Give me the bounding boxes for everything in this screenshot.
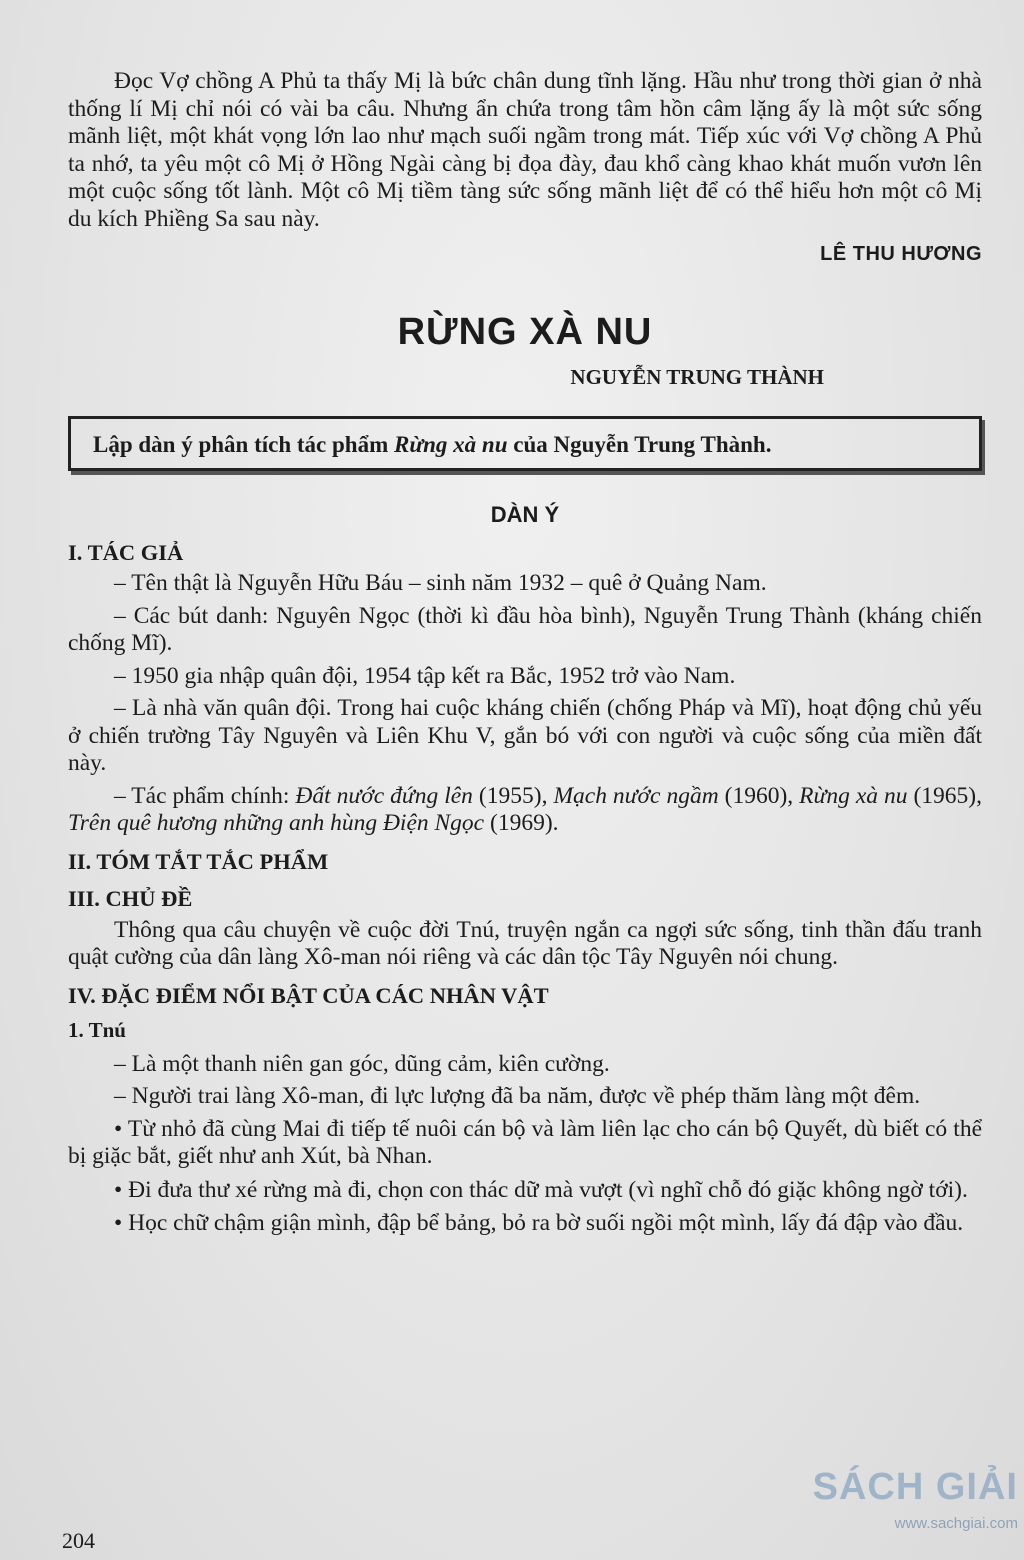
- works-lead: – Tác phẩm chính:: [114, 782, 296, 809]
- character-bullet: • Học chữ chậm giận mình, đập bể bảng, bỏ ra bờ suối ngồi một mình, lấy đá đập vào đầu.: [114, 1210, 964, 1236]
- page-content: [68, 68, 982, 1244]
- work-author: NGUYỄN TRUNG THÀNH: [570, 365, 824, 389]
- watermark-url: www.sachgiai.com: [894, 1515, 1018, 1532]
- author-item: – Các bút danh: Nguyên Ngọc (thời kì đầu hòa bình), Nguyễn Trung Thành (kháng chiến chống Mĩ).: [68, 602, 982, 656]
- section-heading-summary: II. TÓM TẮT TẮC PHẨM: [68, 848, 329, 874]
- work-title: Đất nước đứng lên: [295, 782, 473, 809]
- task-text-before: Lập dàn ý phân tích tác phẩm: [93, 431, 394, 457]
- author-item: – Tên thật là Nguyễn Hữu Báu – sinh năm 1932 – quê ở Quảng Nam.: [114, 570, 767, 596]
- character-bullet: • Đi đưa thư xé rừng mà đi, chọn con thác dữ mà vượt (vì nghĩ chỗ đó giặc không ngờ tới).: [114, 1176, 968, 1203]
- character-item: – Là một thanh niên gan góc, dũng cảm, kiên cường.: [114, 1050, 610, 1077]
- intro-signature: LÊ THU HƯƠNG: [820, 243, 982, 265]
- work-title: Mạch nước ngầm: [553, 782, 719, 809]
- theme-text: Thông qua câu chuyện về cuộc đời Tnú, truyện ngắn ca ngợi sức sống, tinh thần đấu tranh quật cường của dân làng Xô-man nói riêng và các dân tộc Tây Nguyên nói chung.: [68, 916, 982, 970]
- watermark-logo: SÁCH GIẢI: [812, 1466, 1018, 1508]
- work-title: Rừng xà nu: [799, 782, 908, 809]
- watermark: [803, 1466, 1018, 1532]
- task-box: [68, 416, 982, 472]
- work-year: (1955),: [472, 782, 554, 809]
- section-heading-author: I. TÁC GIẢ: [68, 539, 184, 565]
- author-works: [68, 783, 982, 838]
- author-item: – 1950 gia nhập quân đội, 1954 tập kết ra Bắc, 1952 trở vào Nam.: [114, 662, 736, 689]
- page-title: RỪNG XÀ NU: [397, 310, 653, 353]
- subheading-tnu: 1. Tnú: [68, 1018, 126, 1042]
- page-number: 204: [62, 1528, 95, 1553]
- character-bullet: • Từ nhỏ đã cùng Mai đi tiếp tế nuôi cán bộ và làm liên lạc cho cán bộ Quyết, dù biết có thể bị giặc bắt, giết như anh Xút, bà Nhan.: [68, 1115, 982, 1169]
- intro-excerpt: [68, 68, 982, 269]
- author-item: – Là nhà văn quân đội. Trong hai cuộc kháng chiến (chống Pháp và Mĩ), hoạt động chủ yếu ở chiến trường Tây Nguyên và Liên Khu V, gắn bó với con người và cuộc sống của miền đất này.: [68, 695, 982, 776]
- work-title: Trên quê hương những anh hùng Điện Ngọc: [68, 810, 485, 836]
- section-heading-theme: III. CHỦ ĐỀ: [68, 886, 193, 911]
- work-year: (1969).: [484, 810, 559, 836]
- outline-title: DÀN Ý: [490, 502, 560, 527]
- character-item: – Người trai làng Xô-man, đi lực lượng đã ba năm, được về phép thăm làng một đêm.: [114, 1083, 921, 1109]
- work-year: (1965),: [907, 782, 983, 809]
- task-text-after: của Nguyễn Trung Thành.: [507, 431, 772, 457]
- section-heading-characters: IV. ĐẶC ĐIỂM NỔI BẬT CỦA CÁC NHÂN VẬT: [68, 982, 549, 1008]
- intro-paragraph: Đọc Vợ chồng A Phủ ta thấy Mị là bức chân dung tĩnh lặng. Hầu như trong thời gian ở nhà thống lí Mị chỉ nói có vài ba câu. Nhưng ẩn chứa trong tâm hồn câm lặng ấy là một sức sống mãnh liệt, một khát vọng lớn lao như mạch suối ngầm trong mát. Tiếp xúc với Vợ chồng A Phủ ta nhớ, ta yêu một cô Mị ở Hồng Ngài càng bị đọa đày, đau khổ càng khao khát muốn vươn lên một cuộc sống tốt lành. Một cô Mị tiềm tàng sức sống mãnh liệt để có thể hiểu hơn một cô Mị du kích Phiềng Sa sau này.: [68, 68, 982, 232]
- task-text-italic: Rừng xà nu: [394, 431, 508, 457]
- work-year: (1960),: [718, 782, 800, 809]
